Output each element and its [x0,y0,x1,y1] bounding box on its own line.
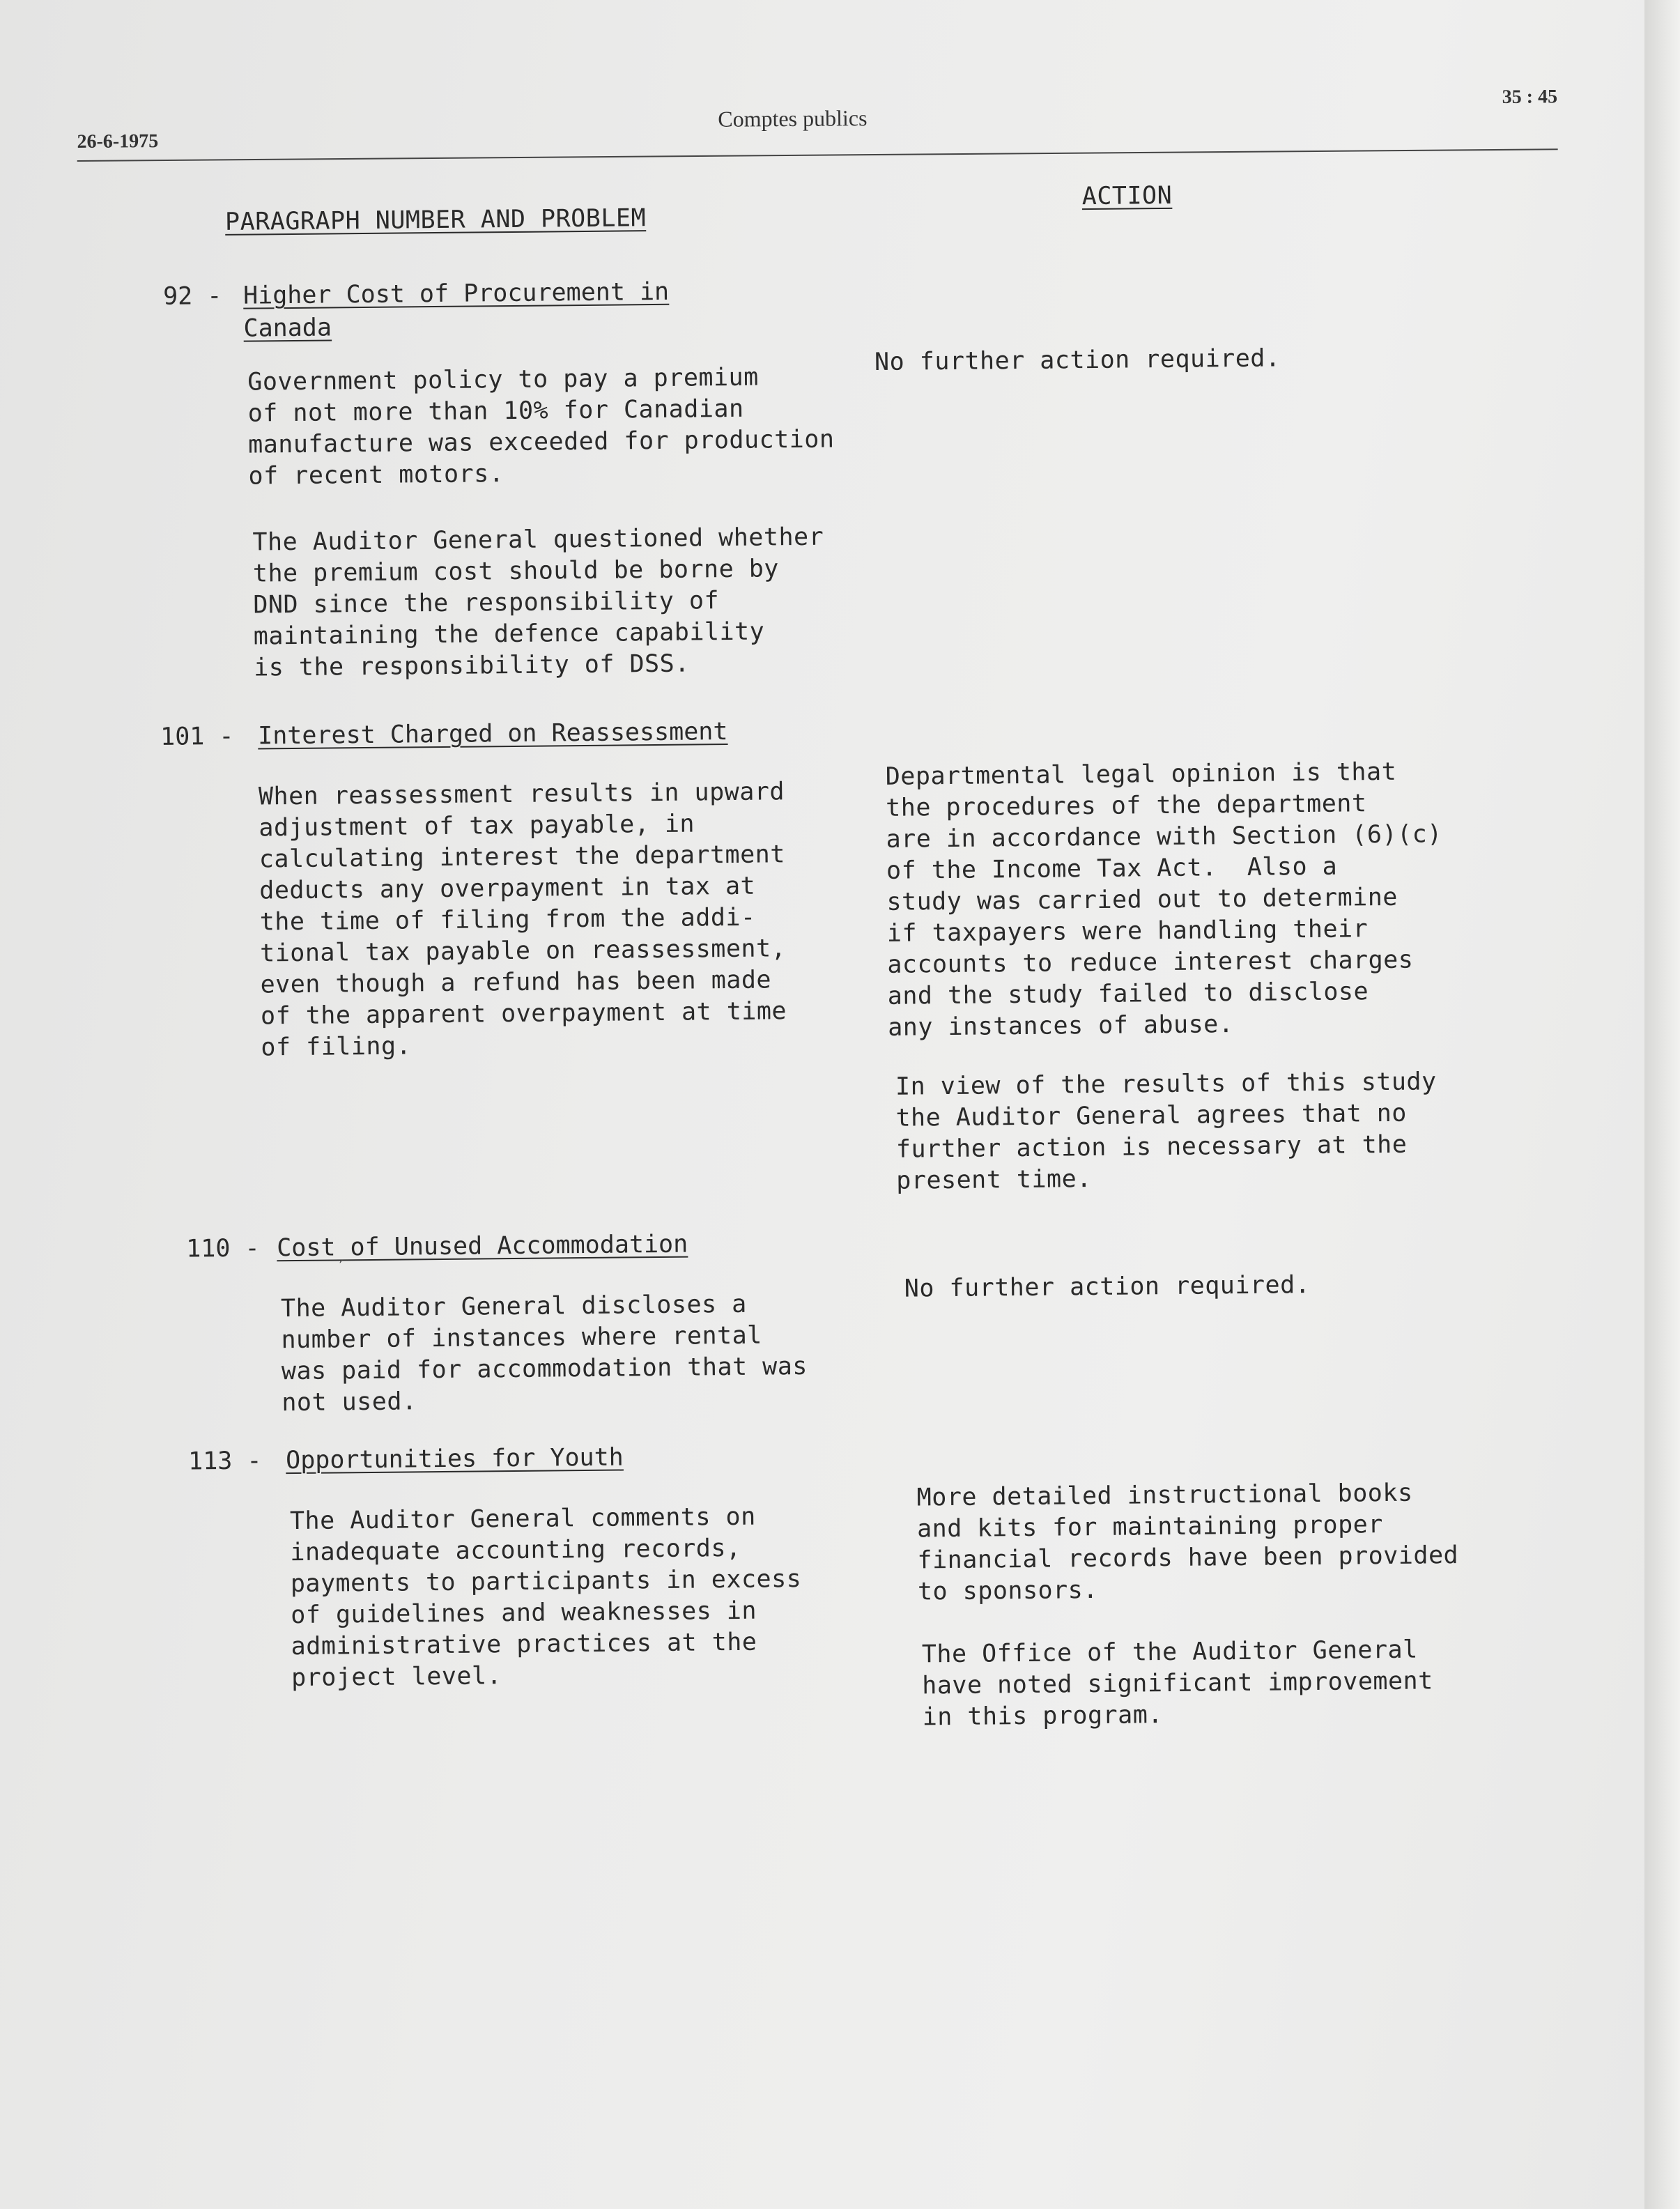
action-paragraph: In view of the results of this study the Auditor General agrees that no further action is necessary at the present time. [895,1068,1437,1195]
problem-paragraph: Government policy to pay a premium of not more than 10% for Canadian manufacture was exceeded for production of recent motors. [247,363,835,491]
entry-title: Interest Charged on Reassessment [257,718,728,751]
entry-number: 101 - [160,722,234,751]
action-paragraph: More detailed instructional books and kits for maintaining proper financial records have been provided to sponsors. [916,1479,1459,1606]
header-page-number: 35 : 45 [1502,86,1558,108]
entry-title: Opportunities for Youth [285,1443,624,1475]
header-date: 26-6-1975 [77,130,159,153]
action-paragraph: No further action required. [904,1271,1311,1303]
action-paragraph: No further action required. [874,344,1281,376]
pen-mark: ′ [336,1256,347,1277]
entry-title: Cost of Unused Accommodation [277,1230,688,1263]
problem-paragraph: The Auditor General comments on inadequate accounting records, payments to participants in excess of guidelines and weaknesses in administrative practices at the project level. [289,1502,802,1693]
left-column-heading: PARAGRAPH NUMBER AND PROBLEM [224,204,647,236]
right-column-heading: ACTION [1081,181,1173,211]
entry-number: 113 - [187,1447,262,1476]
action-paragraph: The Office of the Auditor General have noted significant improvement in this program. [921,1635,1433,1732]
entry-title: Canada [243,314,332,343]
entry-title: Higher Cost of Procurement in [242,277,670,310]
problem-paragraph: The Auditor General discloses a number of instances where rental was paid for accommodation that was not used. [280,1290,808,1417]
entry-number: 110 - [186,1234,260,1263]
entry-number: 92 - [162,282,222,311]
problem-paragraph: When reassessment results in upward adjustment of tax payable, in calculating interest the department deducts any overpayment in tax at the time of filing from the addi- tional tax payable on reassessment, even though a refund has been made of the apparent overpayment at time of filing. [258,778,787,1062]
action-paragraph: Departmental legal opinion is that the procedures of the department are in accordance with Section (6)(c) of the Income Tax Act. Also a study was carried out to determine if taxpayers were handling their accounts to reduce interest charges and the study failed to disclose any instances of abuse. [885,757,1442,1042]
header-journal-title: Comptes publics [718,105,868,132]
problem-paragraph: The Auditor General questioned whether the premium cost should be borne by DND since the responsibility of maintaining the defence capability is the responsibility of DSS. [252,523,824,682]
